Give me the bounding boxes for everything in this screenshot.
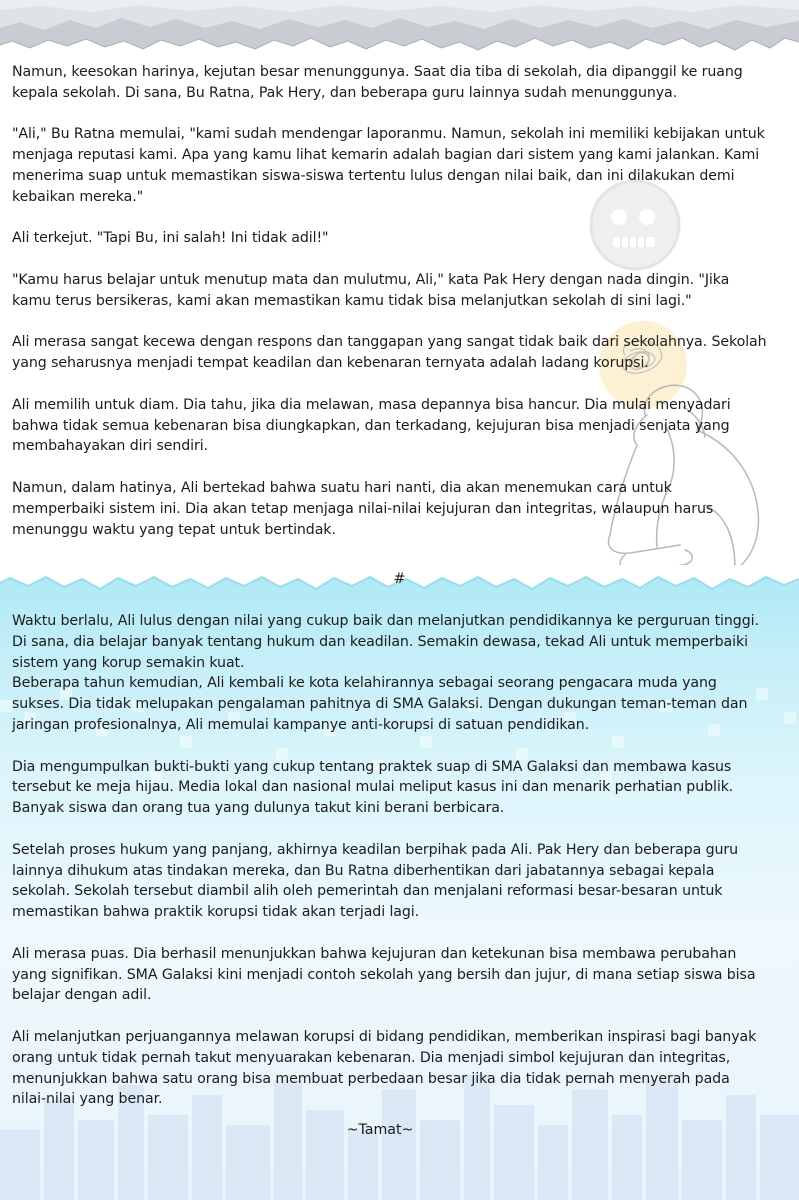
paragraph: Ali melanjutkan perjuangannya melawan korupsi di bidang pendidikan, memberikan inspirasi bagi banyak orang untuk tidak pernah takut menyuarakan kebenaran. Dia menjadi simbol kejujuran dan integritas, menunjukkan bahwa satu orang bisa membuat perbedaan besar jika dia tidak pernah menyerah pada nilai-nilai yang benar.	[12, 1028, 757, 1108]
paragraph: Setelah proses hukum yang panjang, akhirnya keadilan berpihak pada Ali. Pak Hery dan beberapa guru lainnya dihukum atas tindakan mereka, dan Bu Ratna diberhentikan dari jabatannya sebagai kepala sekolah. Sekolah tersebut diambil alih oleh pemerintah dan menjalani reformasi besar-besaran untuk memastikan bahwa praktik korupsi tidak akan terjadi lagi.	[12, 841, 739, 921]
torn-paper-top	[0, 0, 799, 70]
paragraph: Beberapa tahun kemudian, Ali kembali ke kota kelahirannya sebagai seorang pengacara muda yang sukses. Dia tidak melupakan pengalaman pahitnya di SMA Galaksi. Dengan dukungan teman-teman dan jaringan profesionalnya, Ali memulai kampanye anti-korupsi di satuan pendidikan.	[12, 675, 748, 733]
section-divider: #	[393, 571, 406, 587]
paragraph: Ali memilih untuk diam. Dia tahu, jika dia melawan, masa depannya bisa hancur. Dia mulai menyadari bahwa tidak semua kebenaran bisa diungkapkan, dan terkadang, kejujuran bisa menjadi senjata yang membahayakan diri sendiri.	[12, 396, 731, 455]
paragraph: Ali terkejut. "Tapi Bu, ini salah! Ini tidak adil!"	[12, 230, 329, 247]
paragraph: Namun, keesokan harinya, kejutan besar menunggunya. Saat dia tiba di sekolah, dia dipanggil ke ruang kepala sekolah. Di sana, Bu Ratna, Pak Hery, dan beberapa guru lainnya sudah menunggunya.	[12, 64, 743, 101]
paragraph: Ali merasa sangat kecewa dengan respons dan tanggapan yang sangat tidak baik dari sekolahnya. Sekolah yang seharusnya menjadi tempat keadilan dan kebenaran ternyata adalah ladang korupsi.	[12, 334, 767, 372]
paragraph: "Ali," Bu Ratna memulai, "kami sudah mendengar laporanmu. Namun, sekolah ini memiliki kebijakan untuk menjaga reputasi kami. Apa yang kamu lihat kemarin adalah bagian dari sistem yang kami jalankan. Kami menerima suap untuk memastikan siswa-siswa tertentu lulus dengan nilai baik, dan ini dilakukan demi kebaikan mereka."	[12, 126, 765, 205]
ending-text: ~Tamat~	[346, 1122, 414, 1138]
paragraph: Waktu berlalu, Ali lulus dengan nilai yang cukup baik dan melanjutkan pendidikannya ke perguruan tinggi. Di sana, dia belajar banyak tentang hukum dan keadilan. Semakin dewasa, tekad Ali untuk memperbaiki sistem yang korup semakin kuat.	[12, 613, 759, 671]
paragraph: Dia mengumpulkan bukti-bukti yang cukup tentang praktek suap di SMA Galaksi dan membawa kasus tersebut ke meja hijau. Media lokal dan nasional mulai meliput kasus ini dan menarik perhatian publik. Banyak siswa dan orang tua yang dulunya takut kini berani berbicara.	[12, 758, 734, 817]
story-text-bottom	[12, 611, 787, 1110]
story-text-top	[12, 62, 787, 540]
paragraph: Ali merasa puas. Dia berhasil menunjukkan bahwa kejujuran dan ketekunan bisa membawa perubahan yang signifikan. SMA Galaksi kini menjadi contoh sekolah yang bersih dan jujur, di mana setiap siswa bisa belajar dengan adil.	[12, 945, 756, 1004]
paragraph: "Kamu harus belajar untuk menutup mata dan mulutmu, Ali," kata Pak Hery dengan nada dingin. "Jika kamu terus bersikeras, kami akan memastikan kamu tidak bisa melanjutkan sekolah di sini lagi."	[12, 271, 730, 309]
paragraph: Namun, dalam hatinya, Ali bertekad bahwa suatu hari nanti, dia akan menemukan cara untuk memperbaiki sistem ini. Dia akan tetap menjaga nilai-nilai kejujuran dan integritas, walaupun harus menunggu waktu yang tepat untuk bertindak.	[12, 479, 714, 538]
